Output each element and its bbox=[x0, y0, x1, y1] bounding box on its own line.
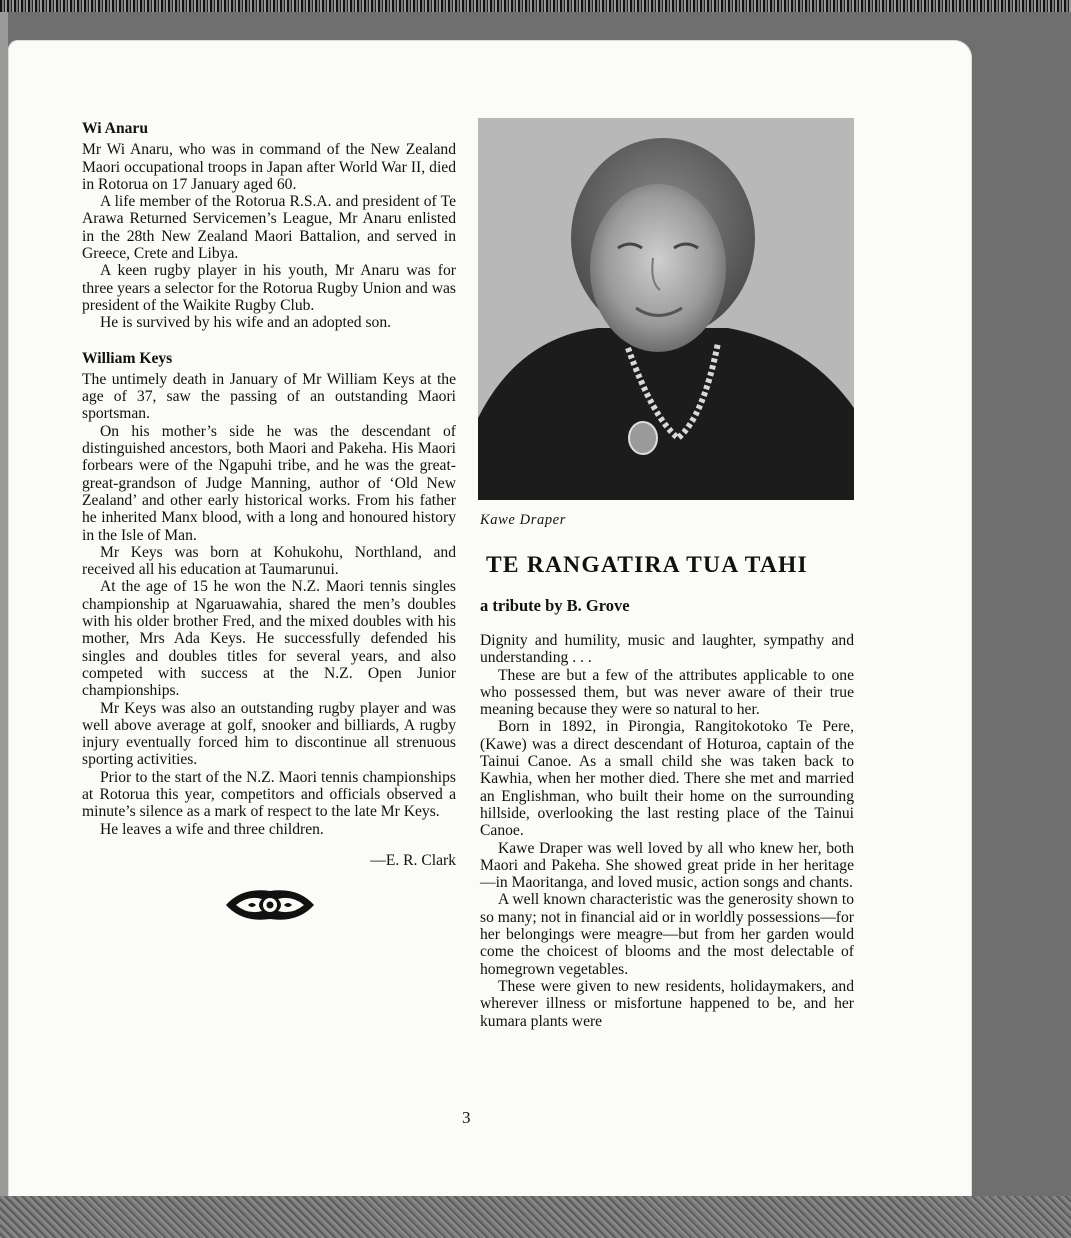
portrait-photo bbox=[478, 118, 854, 500]
paragraph: A life member of the Rotorua R.S.A. and president of Te Arawa Returned Servicemen’s League, Mr Anaru enlisted in the 28th New Zealand Maori Battalion, and served in Greece, Crete and Libya. bbox=[82, 193, 456, 263]
paragraph: A keen rugby player in his youth, Mr Anaru was for three years a selector for the Rotorua Rugby Union and was president of the Waikite Rugby Club. bbox=[82, 262, 456, 314]
paragraph: These are but a few of the attributes applicable to one who possessed them, but was never aware of their true meaning because they were so natural to her. bbox=[480, 666, 854, 719]
paragraph: Mr Wi Anaru, who was in command of the New Zealand Maori occupational troops in Japan after World War II, died in Rotorua on 17 January aged 60. bbox=[82, 141, 456, 193]
article-column bbox=[480, 632, 854, 1030]
scan-edge-left bbox=[0, 12, 8, 1196]
section-gap bbox=[82, 332, 456, 350]
paragraph: He leaves a wife and three children. bbox=[100, 820, 324, 838]
paragraph: At the age of 15 he won the N.Z. Maori tennis singles championship at Ngaruawahia, shared the men’s doubles with his older brother Fred, and the mixed doubles with his mother, Mrs Ada Keys. He successfully defended his singles and doubles titles for several years, and also competed with success at the N.Z. Open Junior championships. bbox=[82, 578, 456, 700]
page-number: 3 bbox=[462, 1108, 471, 1127]
obituaries-column bbox=[82, 120, 456, 925]
scan-edge-top bbox=[0, 0, 1071, 12]
paragraph: Dignity and humility, music and laughter, sympathy and understanding . . . bbox=[480, 632, 854, 667]
paragraph: Born in 1892, in Pirongia, Rangitokotoko Te Pere, (Kawe) was a direct descendant of Hoturoa, captain of the Tainui Canoe. As a small child she was taken back to Kawhia, when her mother died. There she met and married an Englishman, who built their home on the surrounding hillside, overlooking the last resting place of the Tainui Canoe. bbox=[480, 718, 854, 840]
photo-caption: Kawe Draper bbox=[480, 512, 566, 528]
author-signature: —E. R. Clark bbox=[370, 851, 456, 869]
obituary-heading-wi-anaru: Wi Anaru bbox=[82, 120, 149, 137]
paragraph: These were given to new residents, holidaymakers, and wherever illness or misfortune happened to be, and her kumara plants were bbox=[480, 977, 854, 1030]
paragraph: The untimely death in January of Mr William Keys at the age of 37, saw the passing of an outstanding Maori sportsman. bbox=[82, 370, 456, 423]
paragraph: Mr Keys was also an outstanding rugby player and was well above average at golf, snooker and billiards, A rugby injury eventually forced him to discontinue all strenuous sporting activities. bbox=[82, 699, 456, 769]
paragraph: Mr Keys was born at Kohukohu, Northland, and received all his education at Taumarunui. bbox=[82, 543, 456, 579]
paragraph: He is survived by his wife and an adopted son. bbox=[100, 314, 392, 332]
obituary-heading-william-keys: William Keys bbox=[82, 349, 173, 367]
article-byline: a tribute by B. Grove bbox=[480, 596, 630, 615]
article-title: TE RANGATIRA TUA TAHI bbox=[486, 552, 808, 578]
paragraph: A well known characteristic was the generosity shown to so many; not in financial aid or in worldly possessions—for her belongings were meagre—but from her garden would come the choicest of blooms and the most delectable of homegrown vegetables. bbox=[480, 891, 854, 978]
scan-edge-bottom bbox=[0, 1196, 1071, 1238]
paragraph: On his mother’s side he was the descendant of distinguished ancestors, both Maori and Pakeha. His Maori forbears were of the Ngapuhi tribe, and he was the great-great-grandson of Judge Manning, author of ‘Old New Zealand’ and other early historical works. From his father he inherited Manx blood, with a long and honoured history in the Isle of Man. bbox=[82, 422, 456, 544]
maori-ornament-icon bbox=[222, 885, 318, 925]
paragraph: Kawe Draper was well loved by all who knew her, both Maori and Pakeha. She showed great pride in her heritage—in Maoritanga, and loved music, action songs and chants. bbox=[480, 839, 854, 892]
paragraph: Prior to the start of the N.Z. Maori tennis championships at Rotorua this year, competitors and officials observed a minute’s silence as a mark of respect to the late Mr Keys. bbox=[82, 768, 456, 821]
